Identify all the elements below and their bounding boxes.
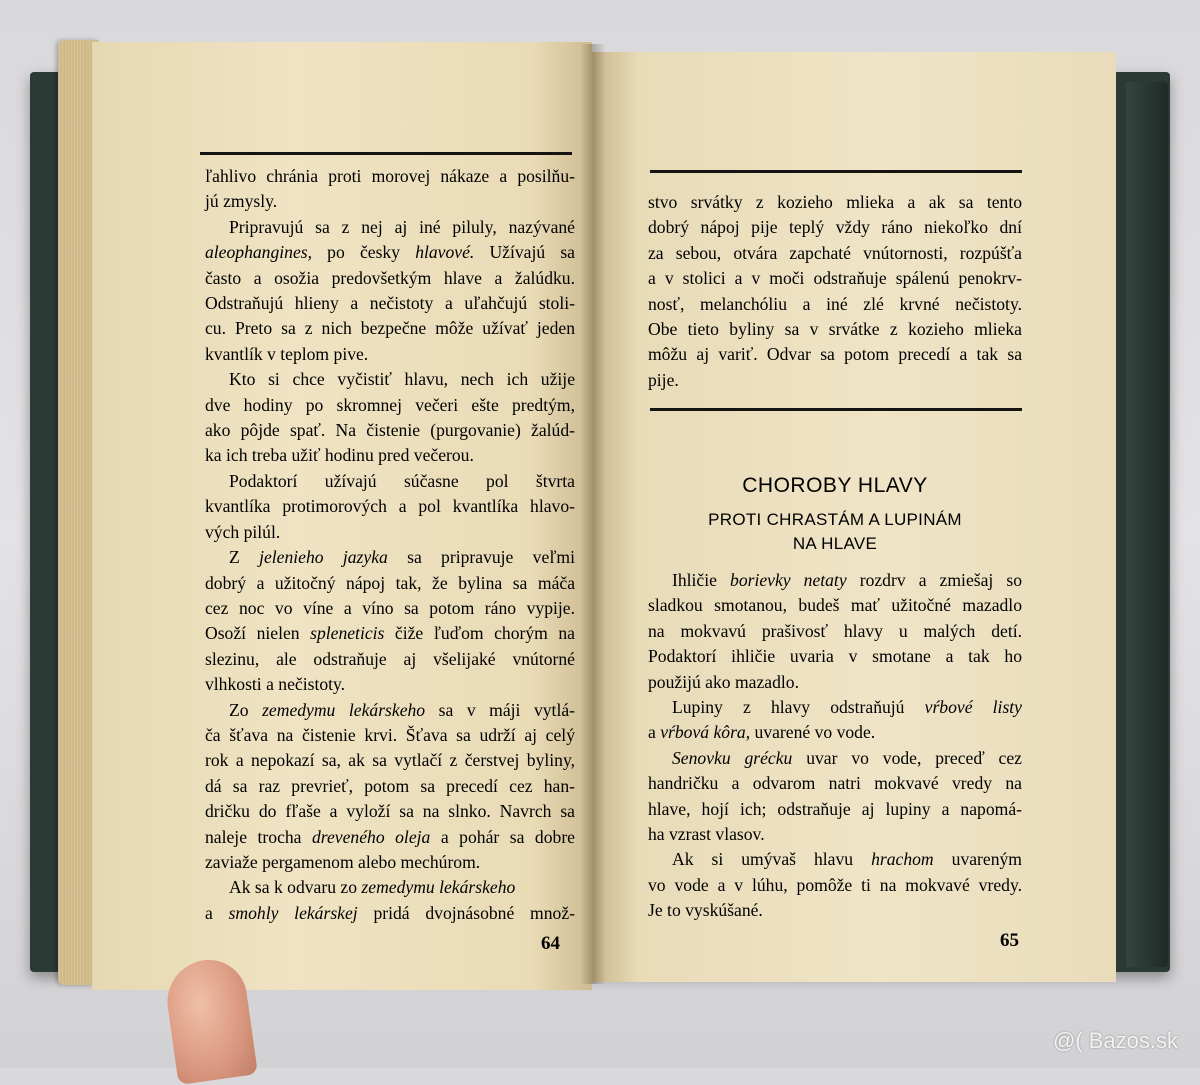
text-line: vo vode a v lúhu, pomôže ti na mokvavé vredy. [648, 874, 1022, 895]
italic-term: zemedymu lekárskeho [262, 699, 426, 720]
text-fragment: a [648, 722, 661, 743]
text-line: kvantlíka protimorových a pol kvantlíka hlavo- [205, 496, 575, 517]
text-line [648, 746, 1022, 771]
italic-term: spleneticis [310, 623, 385, 644]
text-line: vlhkosti a nečistoty. [205, 674, 346, 695]
italic-term: hrachom [871, 849, 934, 870]
spine-gutter [580, 44, 606, 984]
text-line [205, 825, 575, 850]
text-line: dve hodiny po skromnej večeri ešte predtým, [205, 394, 575, 415]
text-line: ako pôjde spať. Na čistenie (purgovanie) žalúd- [205, 420, 575, 441]
text-line: dobrý a užitočný nápoj tak, že bylina sa máča [205, 572, 575, 593]
text-fragment: Osoží nielen [205, 623, 311, 644]
text-line: Obe tieto byliny sa v srvátke z kozieho mlieka [648, 319, 1022, 340]
left-page-body-text [205, 164, 575, 926]
text-line: Odstraňujú hlieny a nečistoty a uľahčujú stoli- [205, 293, 575, 314]
text-fragment: čiže ľuďom chorým na [384, 623, 575, 644]
text-fragment: Ak sa k odvaru zo [229, 877, 362, 898]
text-fragment: sa pripravuje veľmi [387, 547, 575, 568]
text-line [205, 698, 575, 723]
text-line [205, 240, 575, 265]
text-fragment: rozdrv a zmiešaj so [846, 570, 1023, 590]
text-fragment: po česky [312, 242, 416, 263]
italic-term: hlavové. [415, 242, 475, 263]
text-fragment: uvarené vo vode. [750, 722, 876, 743]
text-line: na mokvavú prašivosť hlavy u malých detí. [648, 620, 1022, 641]
section-subtitle-line-1: PROTI CHRASTÁM A LUPINÁM [708, 510, 962, 529]
text-line [648, 568, 1022, 593]
text-line: dá sa raz prevrieť, potom sa precedí cez han- [205, 775, 575, 796]
italic-term: Senovku grécku [672, 747, 793, 768]
text-line: hlave, hojí ich; odstraňuje aj lupiny a napomá- [648, 798, 1022, 819]
italic-term: zemedymu lekárskeho [361, 877, 516, 898]
text-line: použijú ako mazadlo. [648, 671, 799, 692]
text-fragment: Užívajú sa [474, 242, 575, 263]
text-line: za sebou, otvára zapchaté vnútornosti, rozpúšťa [648, 242, 1022, 263]
text-line: ka ich treba užiť hodinu pred večerou. [205, 445, 474, 466]
text-line [205, 875, 575, 900]
text-line: ča šťava na čistenie krvi. Šťava sa udrží aj celý [205, 724, 575, 745]
text-line: Je to vyskúšané. [648, 900, 763, 921]
text-line [648, 847, 1022, 872]
section-heading-block [648, 474, 1022, 556]
text-line: rok a nepokazí sa, ak sa vytlačí z čerstvej byliny, [205, 750, 575, 771]
left-page-number: 64 [541, 933, 560, 954]
text-fragment: Ihličie [672, 570, 731, 590]
text-line: nosť, melanchóliu a iné zlé krvné nečistoty. [648, 293, 1022, 314]
italic-term: vŕbové listy [924, 697, 1022, 718]
right-page-body-text-top [648, 190, 1022, 393]
text-line [648, 695, 1022, 720]
text-line: Pripravujú sa z nej aj iné piluly, nazývané [229, 216, 575, 237]
left-page-top-rule [200, 152, 572, 155]
right-page-body-text-bottom [648, 568, 1022, 924]
text-line: handričku a odvarom natri mokvavé vredy na [648, 773, 1022, 794]
text-line: dobrý nápoj pije teplý vždy ráno niekoľko dní [648, 217, 1022, 238]
italic-term: vŕbová kôra, [660, 722, 751, 743]
text-line: pije. [648, 369, 679, 390]
text-line [205, 901, 575, 926]
italic-term: borievky netaty [730, 570, 847, 590]
right-page-top-rule [650, 170, 1022, 173]
text-fragment: a pohár sa dobre [430, 826, 575, 847]
text-line: jú zmysly. [205, 191, 278, 212]
text-line [205, 545, 575, 570]
italic-term: dreveného oleja [312, 826, 431, 847]
right-page-section-rule [650, 408, 1022, 411]
text-line [205, 621, 575, 646]
section-title: CHOROBY HLAVY [742, 474, 928, 497]
section-subtitle [648, 508, 1022, 556]
text-line: Podaktorí ihličie uvaria v smotane a tak ho [648, 646, 1022, 667]
text-fragment: pridá dvojnásobné množ- [357, 902, 575, 923]
text-line [648, 720, 1022, 745]
text-fragment: sa v máji vytlá- [425, 699, 575, 720]
text-line: slezinu, ale odstraňuje aj všelijaké vnútorné [205, 648, 575, 669]
text-fragment: a [205, 902, 229, 923]
site-watermark: @( Bazos.sk [1052, 1028, 1178, 1053]
text-line: často a osožia predovšetkým hlave a žalúdku. [205, 267, 575, 288]
text-line: sladkou smotanou, budeš mať užitočné mazadlo [648, 595, 1022, 616]
text-line: stvo srvátky z kozieho mlieka a ak sa tento [648, 192, 1022, 212]
text-line: cez noc vo víne a víno sa potom ráno vypije. [205, 597, 575, 618]
text-line: kvantlík v teplom pive. [205, 343, 369, 364]
book-cover-edge [1126, 82, 1168, 967]
text-line: dričku do fľaše a vyloží sa na slnko. Navrch sa [205, 801, 575, 822]
text-line: môžu aj variť. Odvar sa potom precedí a tak sa [648, 344, 1022, 365]
text-fragment: naleje trocha [205, 826, 312, 847]
text-fragment: Lupiny z hlavy odstraňujú [672, 697, 925, 718]
section-subtitle-line-2: NA HLAVE [792, 534, 878, 553]
text-line: vých pilúl. [205, 521, 281, 542]
text-line: Podaktorí užívajú súčasne pol štvrta [229, 470, 575, 491]
text-line: ľahlivo chránia proti morovej nákaze a posilňu- [205, 166, 575, 186]
text-fragment: uvareným [933, 849, 1022, 870]
text-fragment: Ak si umývaš hlavu [672, 849, 872, 870]
italic-term: smohly lekárskej [228, 902, 358, 923]
italic-term: jelenieho jazyka [259, 547, 388, 568]
text-fragment: Zo [229, 699, 263, 720]
text-fragment: Z [229, 547, 260, 568]
text-line: a v stolici a v moči odstraňuje spálenú penokrv- [648, 268, 1022, 289]
text-line: ha vzrast vlasov. [648, 824, 765, 845]
text-line: zaviaže pergamenom alebo mechúrom. [205, 851, 481, 872]
italic-term: aleophangines, [205, 242, 313, 263]
text-fragment: uvar vo vode, preceď cez [792, 747, 1022, 768]
right-page-number: 65 [1000, 930, 1019, 951]
text-line: Kto si chce vyčistiť hlavu, nech ich užije [229, 369, 575, 390]
text-line: cu. Preto sa z nich bezpečne môže užívať jeden [205, 318, 575, 339]
